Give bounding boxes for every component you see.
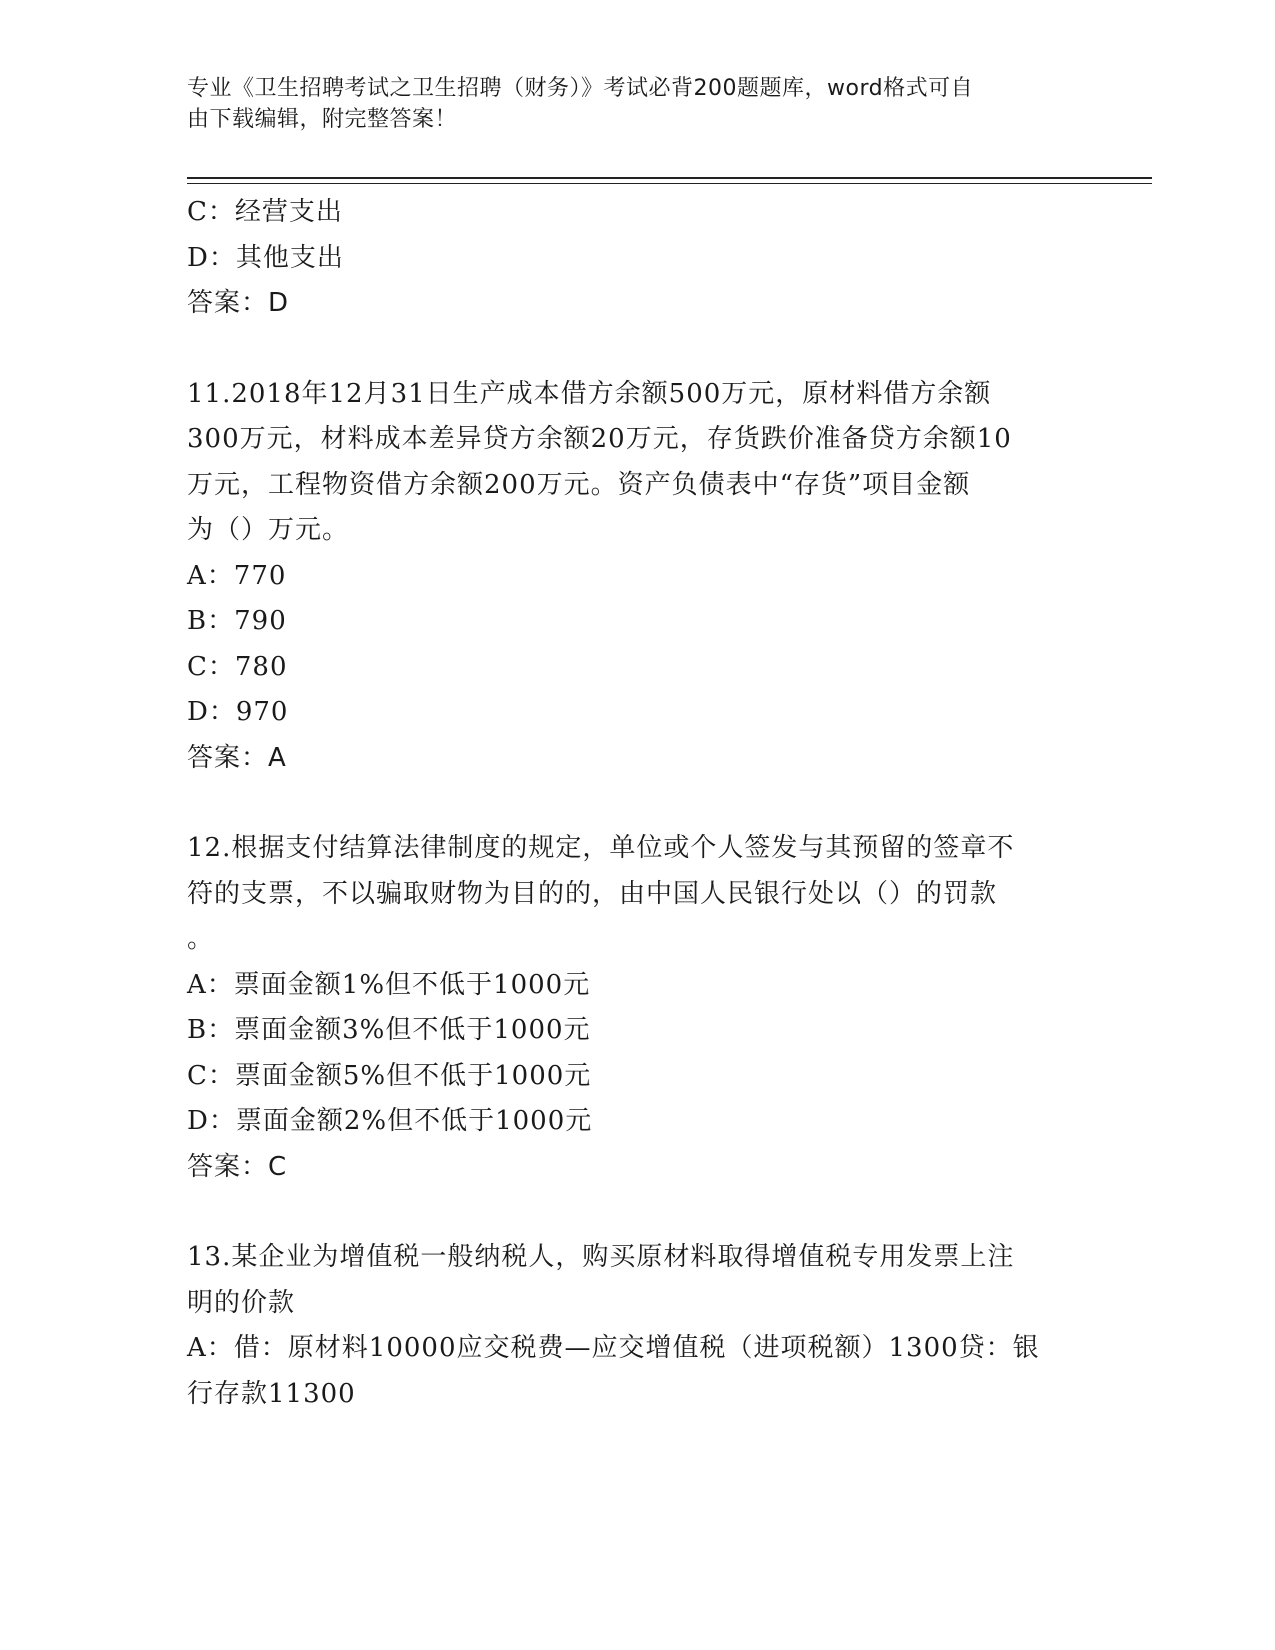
header-divider-thin — [187, 183, 1152, 184]
question-stem — [187, 826, 1057, 963]
answer: 答案：C — [187, 1151, 288, 1182]
stem-line: 300万元，材料成本差异贷方余额20万元，存货跌价准备贷方余额10 — [187, 424, 1012, 454]
header-divider-thick — [187, 177, 1152, 179]
spacer — [187, 781, 1087, 826]
header-line-2: 由下载编辑，附完整答案！ — [187, 107, 458, 132]
stem-line: 13.某企业为增值税一般纳税人，购买原材料取得增值税专用发票上注 — [187, 1242, 1015, 1272]
option-c: C：票面金额5%但不低于1000元 — [187, 1060, 592, 1091]
question-13 — [187, 1235, 1087, 1417]
answer: 答案：D — [187, 288, 290, 318]
option-a: A：票面金额1%但不低于1000元 — [187, 969, 591, 1000]
spacer — [187, 1190, 1087, 1235]
option-a-continued: 行存款11300 — [187, 1378, 356, 1409]
stem-line: 。 — [187, 924, 215, 954]
spacer — [187, 327, 1087, 372]
option-b: B：票面金额3%但不低于1000元 — [187, 1015, 591, 1045]
stem-line: 明的价款 — [187, 1287, 296, 1318]
header-line-1: 专业《卫生招聘考试之卫生招聘（财务）》考试必背200题题库，word格式可自 — [187, 76, 974, 101]
option-d: D：票面金额2%但不低于1000元 — [187, 1106, 593, 1136]
option-d: D：其他支出 — [187, 242, 344, 273]
question-content — [187, 190, 1087, 1417]
document-header — [187, 73, 1067, 135]
stem-line: 11.2018年12月31日生产成本借方余额500万元，原材料借方余额 — [187, 378, 992, 409]
stem-line: 为（）万元。 — [187, 515, 350, 545]
option-b: B：790 — [187, 606, 287, 636]
answer: 答案：A — [187, 742, 287, 773]
question-stem — [187, 1235, 1057, 1326]
option-c: C：经营支出 — [187, 197, 343, 227]
stem-line: 12.根据支付结算法律制度的规定，单位或个人签发与其预留的签章不 — [187, 833, 1015, 863]
stem-line: 符的支票，不以骗取财物为目的的，由中国人民银行处以（）的罚款 — [187, 878, 998, 909]
option-d: D：970 — [187, 697, 289, 727]
option-a: A：借：原材料10000应交税费—应交增值税（进项税额）1300贷：银 — [187, 1333, 1040, 1363]
question-stem — [187, 372, 1057, 554]
option-a: A：770 — [187, 560, 287, 591]
stem-line: 万元，工程物资借方余额200万元。资产负债表中“存货”项目金额 — [187, 469, 971, 500]
option-c: C：780 — [187, 651, 288, 682]
question-12 — [187, 826, 1087, 1190]
question-11 — [187, 372, 1087, 782]
